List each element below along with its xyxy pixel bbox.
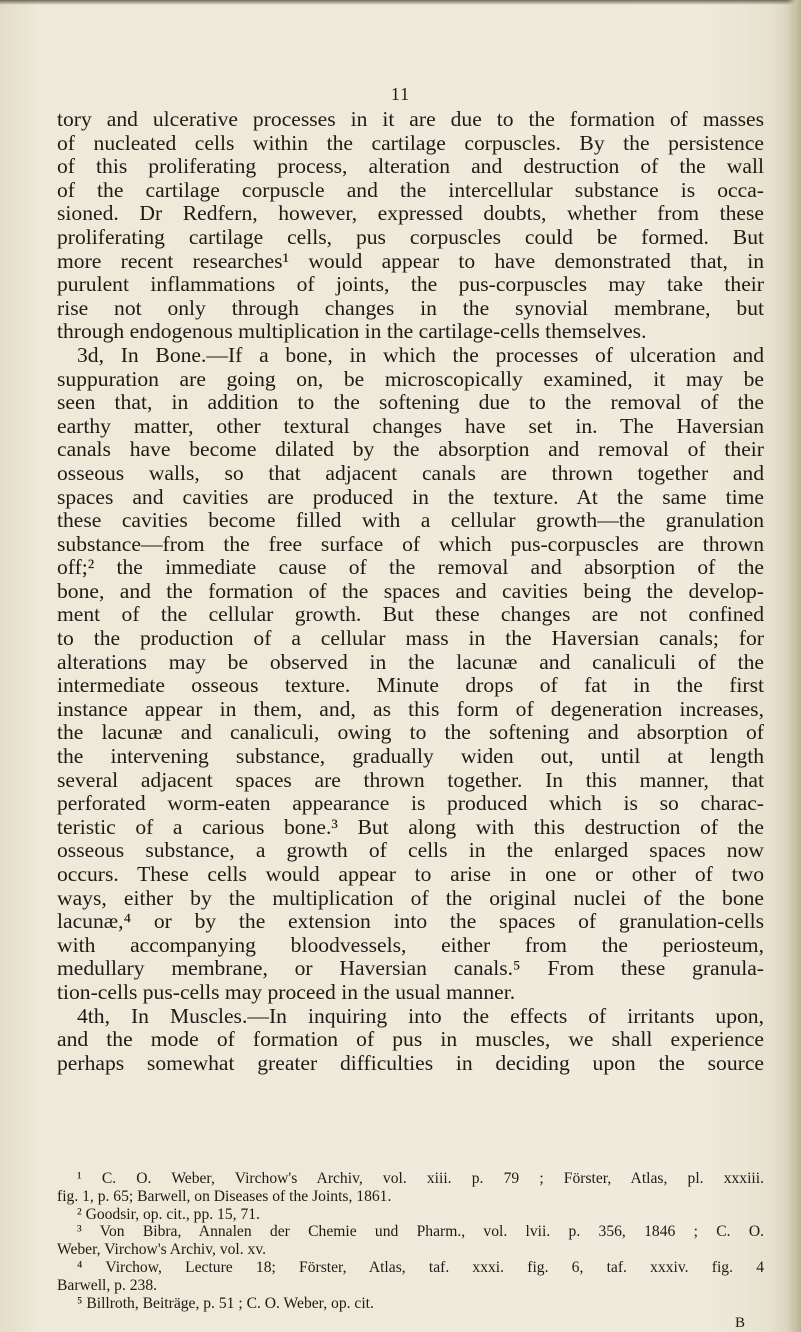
text-line: 4th, In Muscles.—In inquiring into the effects of irritants upon, [77, 1003, 764, 1028]
text-line: canals have become dilated by the absorption and removal of their [57, 437, 764, 462]
text-line: these cavities become filled with a cellular growth—the granulation [57, 508, 764, 533]
text-line: osseous walls, so that adjacent canals are thrown together and [57, 460, 764, 485]
text-line: more recent researches¹ would appear to have demonstrated that, in [57, 248, 764, 273]
text-line: ways, either by the multiplication of the original nuclei of the bone [57, 885, 764, 910]
text-line: proliferating cartilage cells, pus corpuscles could be formed. But [57, 224, 764, 249]
text-line: and the mode of formation of pus in muscles, we shall experience [57, 1027, 764, 1052]
text-line: occurs. These cells would appear to arise in one or other of two [57, 862, 764, 886]
footnote-line: ⁴ Virchow, Lecture 18; Förster, Atlas, taf. xxxi. fig. 6, taf. xxxiv. fig. 4 [77, 1258, 764, 1276]
text-line: seen that, in addition to the softening due to the removal of the [57, 390, 764, 415]
text-line: perforated worm-eaten appearance is produced which is so charac- [57, 791, 764, 816]
footnote-line: ¹ C. O. Weber, Virchow's Archiv, vol. xiii. p. 79 ; Förster, Atlas, pl. xxxiii. [77, 1170, 764, 1187]
text-line: bone, and the formation of the spaces and cavities being the develop- [57, 578, 764, 603]
text-line: intermediate osseous texture. Minute drops of fat in the first [57, 673, 764, 698]
text-line: the lacunæ and canaliculi, owing to the softening and absorption of [57, 720, 764, 745]
text-line: of nucleated cells within the cartilage corpuscles. By the persistence [57, 130, 764, 155]
text-line: osseous substance, a growth of cells in the enlarged spaces now [57, 838, 764, 863]
footnote-line: Weber, Virchow's Archiv, vol. xv. [57, 1241, 267, 1259]
text-line: tion-cells pus-cells may proceed in the usual manner. [57, 979, 516, 1004]
page-top-edge [0, 0, 801, 5]
text-line: purulent inflammations of joints, the pus-corpuscles may take their [57, 272, 764, 297]
text-line: with accompanying bloodvessels, either from the periosteum, [57, 932, 764, 957]
text-line: to the production of a cellular mass in the Haversian canals; for [57, 626, 764, 651]
text-line: through endogenous multiplication in the cartilage-cells themselves. [57, 319, 647, 344]
text-line: off;² the immediate cause of the removal and absorption of the [57, 555, 764, 580]
text-line: the intervening substance, gradually widen out, until at length [57, 744, 764, 769]
text-line: rise not only through changes in the synovial membrane, but [57, 295, 764, 320]
text-line: 3d, In Bone.—If a bone, in which the processes of ulceration and [77, 342, 764, 367]
text-line: of this proliferating process, alteration and destruction of the wall [57, 154, 764, 179]
text-line: perhaps somewhat greater difficulties in deciding upon the source [57, 1050, 764, 1075]
text-line: instance appear in them, and, as this form of degeneration increases, [57, 696, 764, 721]
text-line: teristic of a carious bone.³ But along with this destruction of the [57, 814, 764, 839]
text-line: medullary membrane, or Haversian canals.⁵ From these granula- [57, 956, 764, 981]
text-line: of the cartilage corpuscle and the intercellular substance is occa- [57, 177, 764, 202]
text-line: spaces and cavities are produced in the texture. At the same time [57, 484, 764, 509]
body-text [57, 108, 764, 1075]
footnote-line: ⁵ Billroth, Beiträge, p. 51 ; C. O. Weber, op. cit. [77, 1294, 374, 1312]
text-line: ment of the cellular growth. But these changes are not confined [57, 602, 764, 627]
footnotes [57, 1170, 764, 1312]
footnote-line: ³ Von Bibra, Annalen der Chemie und Pharm., vol. lvii. p. 356, 1846 ; C. O. [77, 1223, 764, 1241]
signature-mark: B [735, 1315, 746, 1331]
text-line: sioned. Dr Redfern, however, expressed doubts, whether from these [57, 201, 764, 226]
text-line: lacunæ,⁴ or by the extension into the spaces of granulation-cells [57, 909, 764, 934]
text-line: substance—from the free surface of which pus-corpuscles are thrown [57, 531, 764, 556]
text-line: tory and ulcerative processes in it are due to the formation of masses [57, 107, 764, 131]
text-line: several adjacent spaces are thrown together. In this manner, that [57, 767, 764, 792]
footnote-line: fig. 1, p. 65; Barwell, on Diseases of the Joints, 1861. [57, 1187, 392, 1205]
text-line: suppuration are going on, be microscopically examined, it may be [57, 366, 764, 391]
text-line: alterations may be observed in the lacunæ and canaliculi of the [57, 649, 764, 674]
text-line: earthy matter, other textural changes have set in. The Haversian [57, 413, 764, 438]
footnote-line: ² Goodsir, op. cit., pp. 15, 71. [77, 1205, 260, 1223]
page-right-edge [787, 0, 801, 1332]
page-number: 11 [390, 84, 411, 104]
footnote-line: Barwell, p. 238. [57, 1276, 158, 1294]
